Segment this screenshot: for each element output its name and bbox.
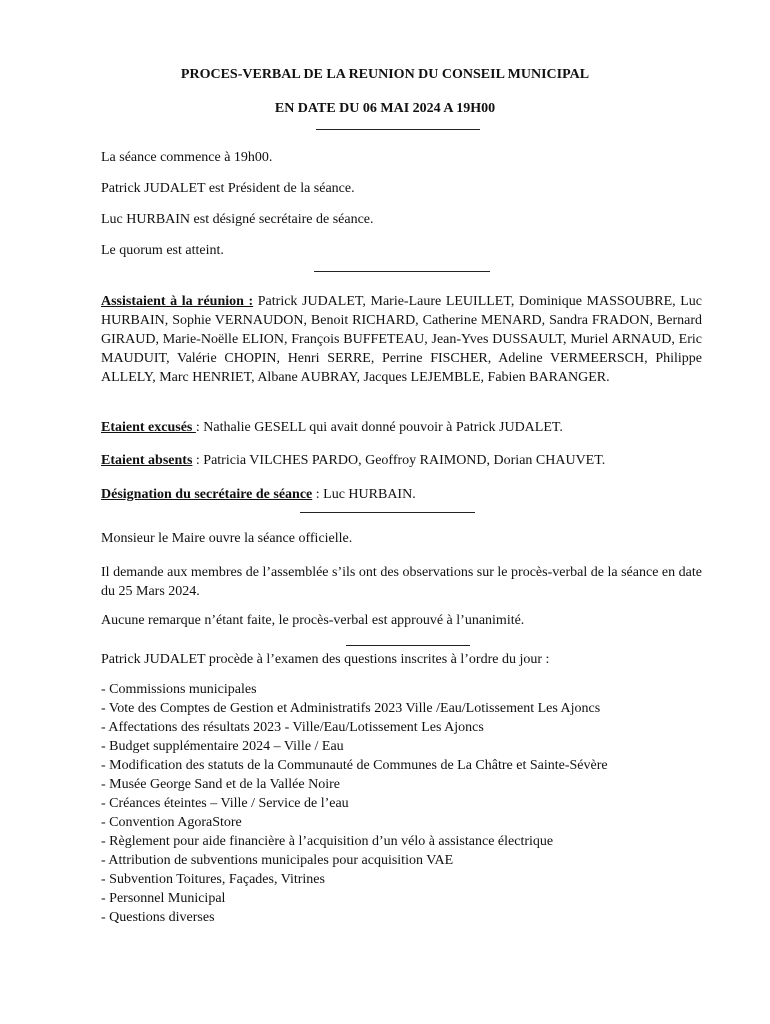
agenda-item: - Subvention Toitures, Façades, Vitrines xyxy=(101,872,325,887)
secretary-label: Désignation du secrétaire de séance xyxy=(101,487,313,502)
minutes-approval-line: Aucune remarque n’étant faite, le procès-verbal est approuvé à l’unanimité. xyxy=(101,613,525,628)
quorum-line: Le quorum est atteint. xyxy=(101,243,224,258)
opening-separator xyxy=(314,271,490,272)
agenda-list xyxy=(101,680,608,927)
attendees-paragraph xyxy=(101,292,702,387)
agenda-item: - Convention AgoraStore xyxy=(101,815,242,830)
secretary-paragraph xyxy=(101,485,702,504)
agenda-item: - Musée George Sand et de la Vallée Noire xyxy=(101,777,340,792)
attendees-list: Patrick JUDALET, Marie-Laure LEUILLET, Dominique MASSOUBRE, Luc HURBAIN, Sophie VERNAUDON, Benoit RICHARD, Catherine MENARD, Sandra FRADON, Bernard GIRAUD, Marie-Noëlle ELION, François BUFFETEAU, Jean-Yves DUSSAULT, Muriel ARNAUD, Eric MAUDUIT, Valérie CHOPIN, Henri SERRE, Perrine FISCHER, Adeline VERMEERSCH, Philippe ALLELY, Marc HENRIET, Albane AUBRAY, Jacques LEJEMBLE, Fabien BARANGER. xyxy=(101,294,702,385)
attendance-separator xyxy=(300,512,475,513)
agenda-item: - Affectations des résultats 2023 - Ville/Eau/Lotissement Les Ajoncs xyxy=(101,720,484,735)
absent-label: Etaient absents xyxy=(101,453,193,468)
approval-separator xyxy=(346,645,470,646)
minutes-observation-request: Il demande aux membres de l’assemblée s’ils ont des observations sur le procès-verbal de la séance en date du 25 Mars 2024. xyxy=(101,565,702,599)
agenda-item: - Commissions municipales xyxy=(101,682,257,697)
president-line: Patrick JUDALET est Président de la séance. xyxy=(101,181,355,196)
excused-text: : Nathalie GESELL qui avait donné pouvoir à Patrick JUDALET. xyxy=(195,420,563,435)
attendees-label: Assistaient à la réunion : xyxy=(101,294,254,309)
agenda-item: - Personnel Municipal xyxy=(101,891,226,906)
absent-text: : Patricia VILCHES PARDO, Geoffroy RAIMOND, Dorian CHAUVET. xyxy=(192,453,606,468)
agenda-item: - Créances éteintes – Ville / Service de l’eau xyxy=(101,796,349,811)
secretary-text: : Luc HURBAIN. xyxy=(312,487,416,502)
title-separator xyxy=(316,129,480,130)
agenda-item: - Attribution de subventions municipales pour acquisition VAE xyxy=(101,853,454,868)
excused-paragraph xyxy=(101,418,702,437)
document-date-title: EN DATE DU 06 MAI 2024 A 19H00 xyxy=(274,101,496,116)
agenda-item: - Règlement pour aide financière à l’acquisition d’un vélo à assistance électrique xyxy=(101,834,554,849)
excused-label: Etaient excusés xyxy=(101,420,196,435)
session-start-line: La séance commence à 19h00. xyxy=(101,150,273,165)
absent-paragraph xyxy=(101,451,702,470)
agenda-intro-line: Patrick JUDALET procède à l’examen des questions inscrites à l’ordre du jour : xyxy=(101,652,550,667)
secretary-designation-line: Luc HURBAIN est désigné secrétaire de séance. xyxy=(101,212,374,227)
agenda-item: - Budget supplémentaire 2024 – Ville / Eau xyxy=(101,739,344,754)
agenda-item: - Questions diverses xyxy=(101,910,215,925)
meeting-opening-line: Monsieur le Maire ouvre la séance officielle. xyxy=(101,531,353,546)
document-title: PROCES-VERBAL DE LA REUNION DU CONSEIL MUNICIPAL xyxy=(180,67,590,82)
agenda-item: - Modification des statuts de la Communauté de Communes de La Châtre et Sainte-Sévère xyxy=(101,758,608,773)
agenda-item: - Vote des Comptes de Gestion et Administratifs 2023 Ville /Eau/Lotissement Les Ajoncs xyxy=(101,701,601,716)
